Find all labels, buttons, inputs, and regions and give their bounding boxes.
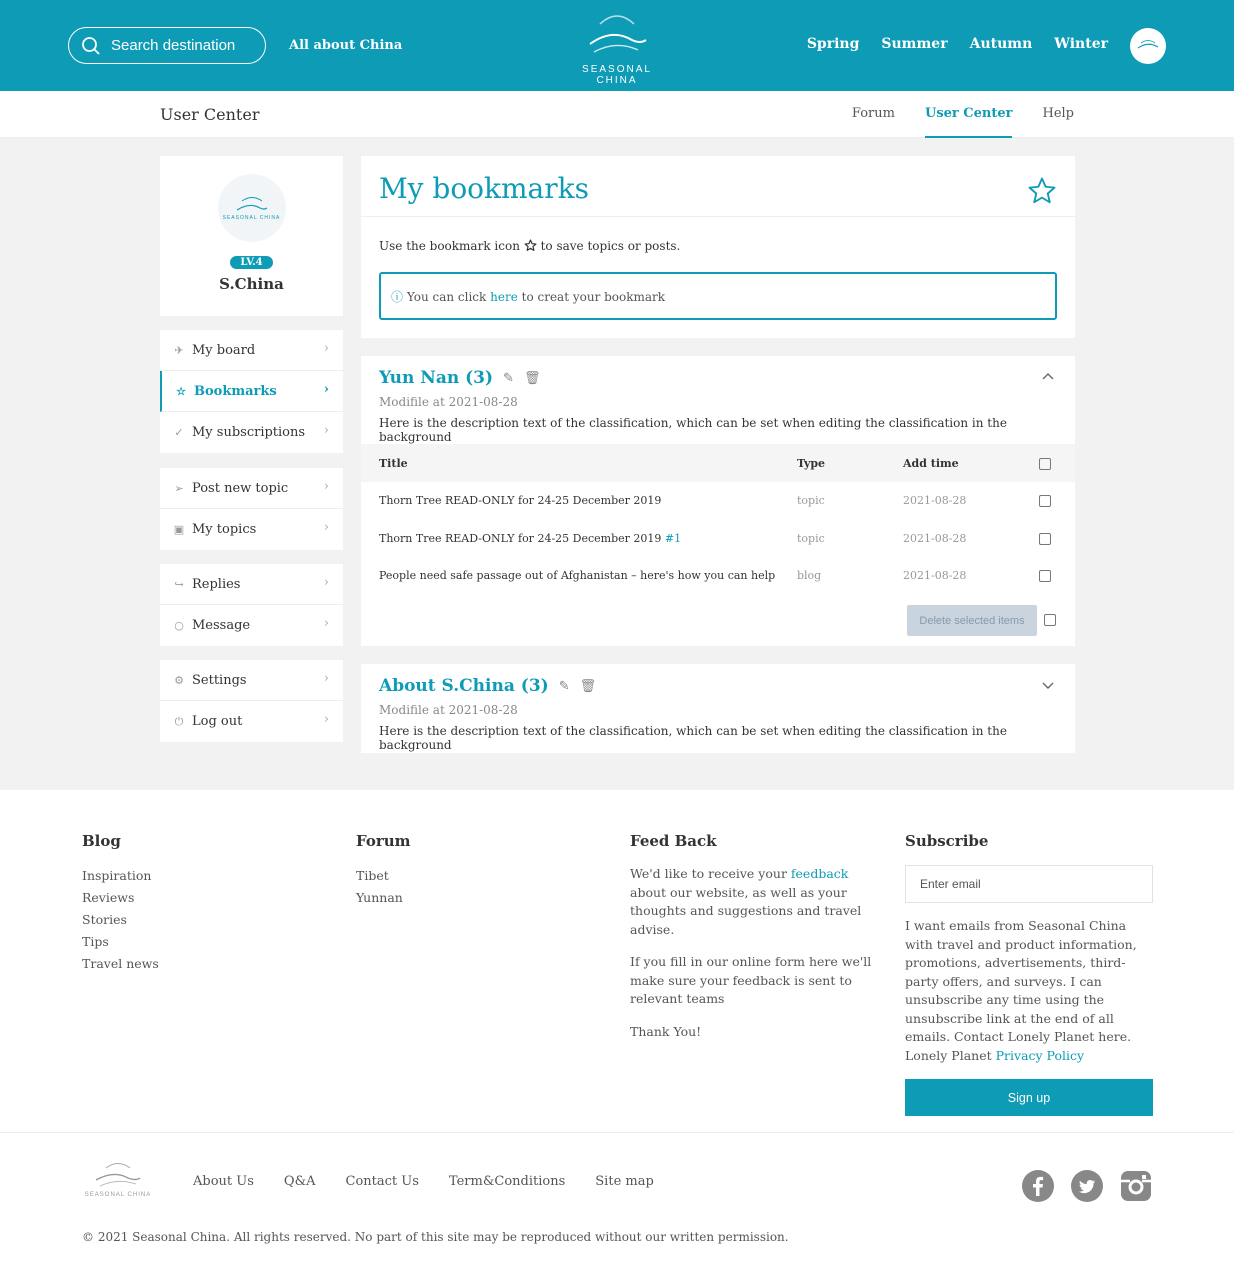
nav-summer[interactable]: Summer: [881, 36, 948, 52]
season-nav: [807, 36, 1108, 52]
footer-heading: Feed Back: [630, 832, 717, 850]
footer-divider: [0, 1132, 1234, 1133]
table-header: [361, 444, 1075, 482]
info-text-after: to creat your bookmark: [521, 290, 666, 304]
bookmarks-card: [361, 156, 1075, 338]
star-icon: ☆: [176, 384, 186, 398]
site-logo[interactable]: [562, 10, 672, 84]
footer-link[interactable]: Yunnan: [356, 890, 403, 905]
trash-icon[interactable]: 🗑: [579, 678, 597, 694]
top-header: [0, 0, 1234, 91]
nav-winter[interactable]: Winter: [1054, 36, 1108, 52]
create-bookmark-link[interactable]: here: [490, 290, 518, 304]
link-about-us[interactable]: About Us: [193, 1174, 254, 1189]
table-row: [361, 482, 1075, 520]
link-qa[interactable]: Q&A: [283, 1174, 316, 1189]
nav-spring[interactable]: Spring: [806, 36, 860, 52]
select-all-cell: [1039, 444, 1075, 482]
search-icon: [81, 36, 101, 56]
help-text-after: to save topics or posts.: [540, 239, 681, 253]
chevron-right-icon: ›: [323, 520, 329, 535]
table-row: [361, 520, 1075, 558]
nav-autumn[interactable]: Autumn: [969, 36, 1033, 52]
category-card-yunnan: [361, 356, 1075, 646]
row-title-link[interactable]: Thorn Tree READ-ONLY for 24-25 December 2019: [379, 494, 662, 508]
bookmark-help-text: [379, 239, 680, 253]
chevron-right-icon: ›: [323, 479, 329, 494]
menu-group-3: [160, 564, 343, 646]
chevron-right-icon: ›: [323, 341, 329, 356]
chevron-right-icon: ›: [323, 382, 329, 397]
footer-blog: [82, 832, 159, 975]
subnav-user-center[interactable]: User Center: [925, 106, 1013, 138]
logo-text: SEASONAL CHINA: [582, 64, 652, 86]
feedback-text-after: about our website, as well as your thoughts and suggestions and travel advise.: [630, 884, 862, 937]
footer: [0, 790, 1234, 1271]
logo-wave-icon: [90, 1160, 146, 1188]
bookmarks-title: My bookmarks: [379, 172, 589, 205]
edit-icon[interactable]: ✎: [558, 678, 570, 694]
footer-logo[interactable]: [82, 1160, 154, 1198]
footer-heading: Subscribe: [905, 832, 989, 850]
avatar-logo-icon: [1136, 39, 1160, 53]
gear-icon: ⚙: [174, 673, 184, 687]
row-type: topic: [797, 494, 825, 508]
main-area: [0, 138, 1234, 790]
feedback-text-2: If you fill in our online form here we'll make sure your feedback is sent to relevant teams: [630, 954, 872, 1006]
profile-avatar[interactable]: [218, 174, 286, 242]
edit-icon[interactable]: ✎: [503, 370, 514, 386]
delete-selected-button[interactable]: Delete selected items: [907, 605, 1037, 636]
page-title: User Center: [160, 105, 260, 124]
footer-link[interactable]: Tibet: [356, 868, 389, 883]
logo-text: SEASONAL CHINA: [84, 1192, 152, 1198]
facebook-icon[interactable]: [1022, 1170, 1054, 1202]
category-modified: Modifile at 2021-08-28: [379, 703, 518, 717]
menu-label: Post new topic: [192, 480, 289, 496]
all-about-china-link[interactable]: All about China: [289, 38, 403, 53]
category-modified: Modifile at 2021-08-28: [379, 395, 518, 409]
copyright: © 2021 Seasonal China. All rights reserved. No part of this site may be reproduced without our written permission.: [82, 1230, 789, 1244]
star-icon: [524, 239, 537, 252]
chevron-right-icon: ›: [323, 423, 329, 438]
menu-group-1: [160, 330, 343, 453]
user-avatar[interactable]: [1130, 28, 1166, 64]
footer-subscribe: [905, 832, 1153, 1116]
chevron-right-icon: ›: [323, 575, 329, 590]
chevron-down-icon[interactable]: [1041, 678, 1055, 692]
sign-up-button[interactable]: Sign up: [905, 1079, 1153, 1116]
avatar-text: SEASONAL CHINA: [222, 215, 281, 221]
footer-link[interactable]: Travel news: [82, 956, 159, 971]
row-type: blog: [797, 569, 822, 583]
category-title[interactable]: Yun Nan (3): [379, 368, 494, 388]
footer-forum: [356, 832, 411, 909]
feedback-text-before: We'd like to receive your: [630, 866, 787, 881]
subscribe-text-body: I want emails from Seasonal China with travel and product information, promotions, advertisements, third-party offers, and surveys. I can unsubscribe any time using the unsubscribe link at the end of all emails. Contact Lonely Planet here. Lonely Planet: [905, 918, 1137, 1063]
footer-link[interactable]: Tips: [82, 934, 109, 949]
menu-log-out[interactable]: [160, 701, 343, 742]
category-description: Here is the description text of the classification, which can be set when editing the classification in the background: [379, 416, 1007, 444]
category-description: Here is the description text of the classification, which can be set when editing the classification in the background: [379, 724, 1007, 752]
avatar-logo-icon: [234, 195, 270, 215]
subnav-forum[interactable]: Forum: [851, 106, 895, 121]
star-icon[interactable]: [1027, 176, 1057, 206]
menu-label: Log out: [192, 714, 243, 729]
social-links: [1022, 1170, 1152, 1202]
row-checkbox[interactable]: [1039, 570, 1051, 582]
subnav-help[interactable]: Help: [1042, 106, 1074, 121]
divider: [361, 216, 1075, 217]
menu-settings[interactable]: [160, 660, 343, 701]
menu-post-new-topic[interactable]: [160, 468, 343, 509]
row-checkbox[interactable]: [1039, 533, 1051, 545]
row-title-link[interactable]: Thorn Tree READ-ONLY for 24-25 December 2019: [379, 531, 662, 545]
topics-icon: ▣: [173, 523, 185, 536]
search-placeholder: Search destination: [111, 37, 236, 54]
menu-message[interactable]: [160, 605, 343, 646]
row-time: 2021-08-28: [903, 494, 967, 508]
chevron-up-icon[interactable]: [1041, 370, 1055, 384]
menu-group-4: [160, 660, 343, 742]
chevron-right-icon: ›: [323, 616, 329, 631]
link-contact-us[interactable]: Contact Us: [345, 1174, 419, 1189]
link-terms[interactable]: Term&Conditions: [448, 1174, 566, 1189]
row-tag[interactable]: #1: [664, 531, 682, 545]
menu-label: Replies: [192, 576, 241, 592]
menu-label: My board: [192, 342, 256, 358]
footer-heading: Blog: [82, 832, 121, 850]
instagram-icon[interactable]: [1120, 1170, 1152, 1202]
row-type: topic: [797, 531, 825, 545]
info-icon: ⓘ: [391, 290, 404, 304]
col-type: Type: [797, 444, 903, 482]
info-box: [379, 272, 1057, 320]
check-icon: ✓: [174, 426, 184, 439]
link-site-map[interactable]: Site map: [595, 1174, 654, 1189]
search-box[interactable]: [68, 27, 266, 64]
row-time: 2021-08-28: [903, 569, 967, 583]
feedback-text-1: [630, 865, 878, 939]
reply-icon: ↪: [174, 577, 184, 591]
twitter-icon[interactable]: [1071, 1170, 1103, 1202]
email-input[interactable]: Enter email: [905, 865, 1153, 903]
footer-link[interactable]: Inspiration: [82, 868, 152, 883]
power-icon: ⏻: [174, 714, 184, 728]
info-text-before: You can click: [406, 290, 487, 304]
menu-label: Bookmarks: [194, 383, 277, 399]
footer-feedback: [630, 832, 878, 1055]
select-all-checkbox[interactable]: [1039, 458, 1051, 470]
logo-wave-icon: [582, 10, 652, 58]
subscribe-text: [905, 917, 1153, 1065]
menu-label: Settings: [192, 672, 247, 688]
menu-label: Message: [192, 618, 251, 633]
footer-heading: Forum: [356, 832, 411, 850]
menu-group-2: [160, 468, 343, 550]
menu-label: My topics: [192, 522, 257, 537]
row-title-link[interactable]: People need safe passage out of Afghanistan – here's how you can help: [379, 569, 776, 583]
menu-my-topics[interactable]: [160, 509, 343, 550]
footer-bottom-links: [193, 1174, 654, 1189]
feedback-link[interactable]: feedback: [790, 866, 849, 881]
privacy-policy-link[interactable]: Privacy Policy: [995, 1047, 1085, 1063]
trash-icon[interactable]: 🗑: [523, 370, 541, 386]
menu-bookmarks[interactable]: [160, 371, 343, 412]
chevron-right-icon: ›: [323, 671, 329, 686]
menu-replies[interactable]: [160, 564, 343, 605]
message-icon: ○: [174, 619, 184, 632]
chevron-right-icon: ›: [323, 712, 329, 727]
help-text-before: Use the bookmark icon: [379, 239, 520, 253]
profile-card: [160, 156, 343, 316]
level-badge: LV.4: [230, 256, 272, 269]
col-title: Title: [361, 444, 797, 482]
delete-checkbox[interactable]: [1044, 614, 1056, 626]
row-time: 2021-08-28: [903, 531, 967, 545]
pin-icon: ✈: [174, 343, 184, 357]
menu-my-board[interactable]: [160, 330, 343, 371]
table-row: [361, 557, 1075, 595]
footer-link[interactable]: Reviews: [82, 890, 135, 905]
bookmarks-table: [361, 444, 1075, 595]
category-card-about: [361, 664, 1075, 753]
menu-label: My subscriptions: [192, 425, 306, 440]
feedback-thanks: Thank You!: [630, 1023, 702, 1039]
sub-navigation: [0, 91, 1234, 138]
col-add-time: Add time: [903, 444, 1039, 482]
category-title[interactable]: About S.China (3): [379, 676, 549, 696]
row-checkbox[interactable]: [1039, 495, 1051, 507]
footer-link[interactable]: Stories: [82, 912, 127, 927]
menu-my-subscriptions[interactable]: [160, 412, 343, 453]
user-name: S.China: [219, 275, 284, 293]
send-icon: ➢: [174, 481, 184, 495]
